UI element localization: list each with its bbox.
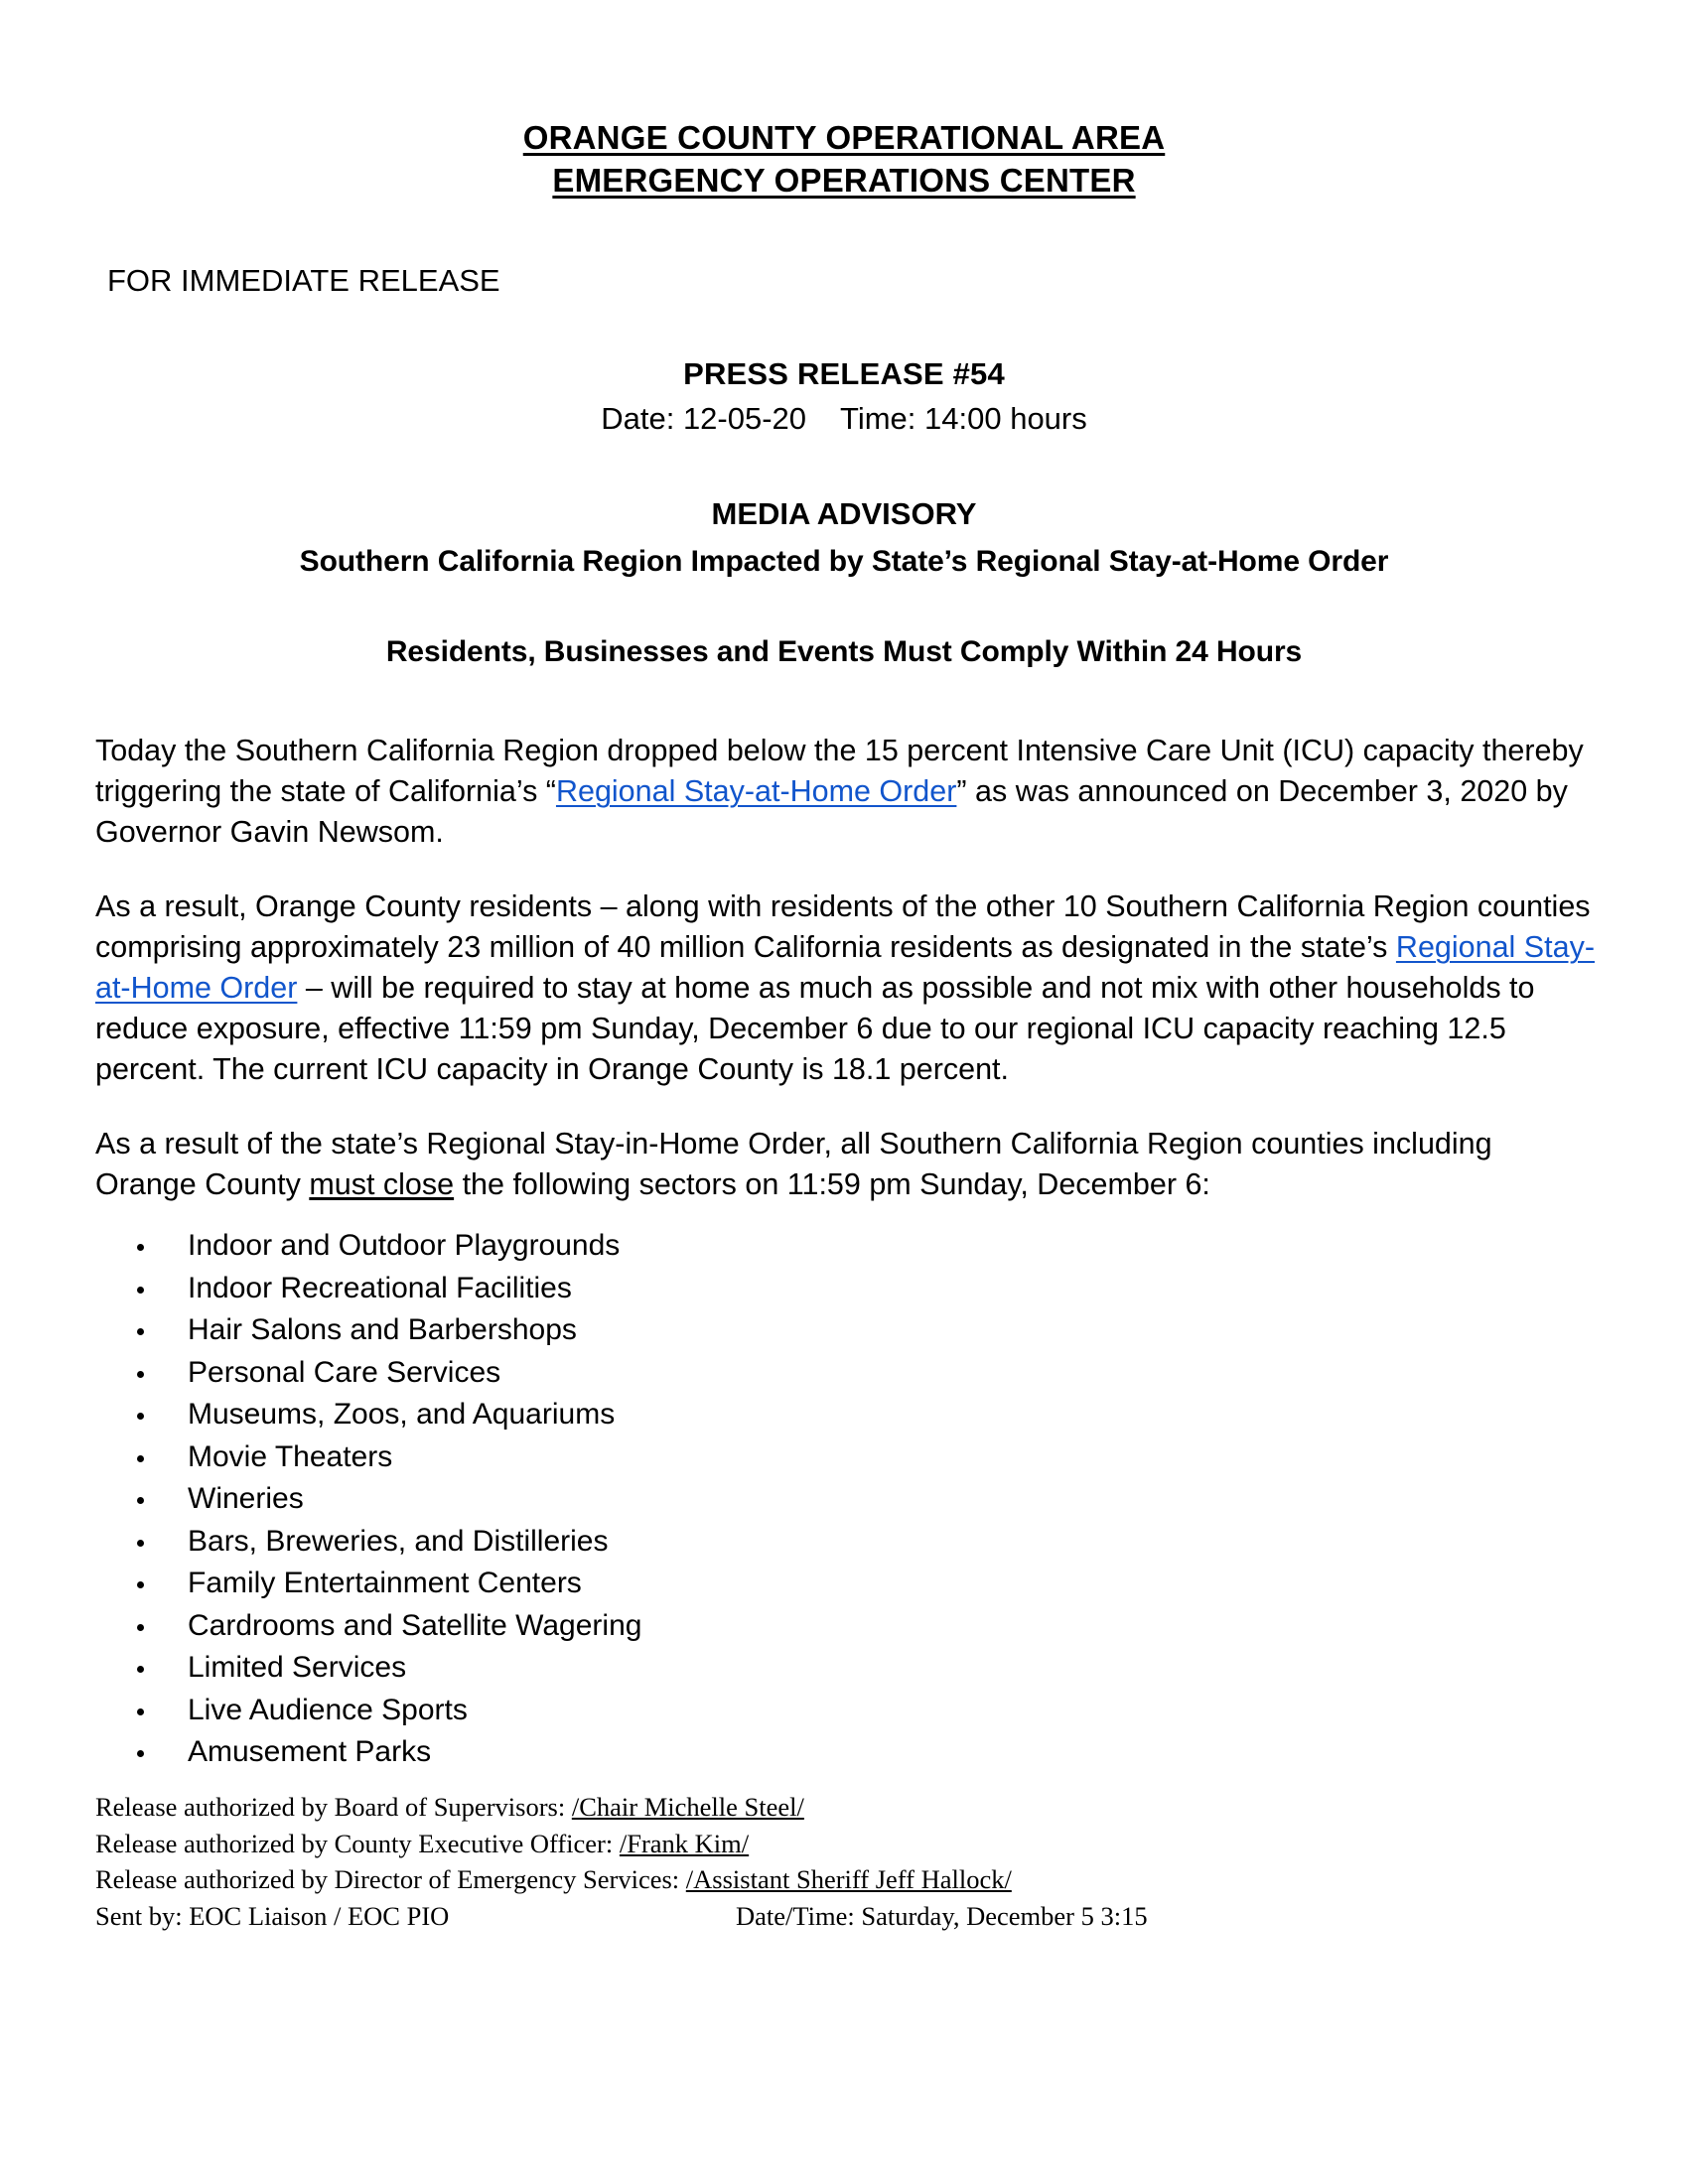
masthead	[0, 0, 1688, 203]
sent-by-row	[95, 1898, 1597, 1934]
sent-by-value: EOC Liaison / EOC PIO	[189, 1900, 450, 1931]
list-item	[131, 1355, 1688, 1389]
sector-label: Hair Salons and Barbershops	[188, 1313, 577, 1347]
sent-datetime-label: Date/Time:	[736, 1900, 862, 1931]
paragraph-3-segment-2: the following sectors on 11:59 pm Sunday, December 6:	[454, 1167, 1210, 1202]
authorization-label: Release authorized by County Executive Officer:	[95, 1828, 620, 1858]
list-item	[131, 1315, 1688, 1345]
sector-label: Movie Theaters	[188, 1439, 393, 1473]
authorization-row-director-emergency-services	[95, 1861, 1597, 1897]
authorization-row-board-of-supervisors	[95, 1789, 1597, 1825]
authorization-block	[95, 1789, 1597, 1934]
masthead-line-1-text: ORANGE COUNTY OPERATIONAL AREA	[522, 119, 1166, 156]
release-datetime	[0, 399, 1688, 439]
masthead-line-2	[0, 160, 1688, 203]
authorization-signature: /Frank Kim/	[619, 1828, 750, 1858]
sent-by-label: Sent by:	[95, 1900, 190, 1931]
list-item	[131, 1693, 1688, 1726]
paragraph-1-segment-2: ” as was announced on December 3, 2020 by Governor Gavin Newsom.	[95, 774, 1568, 850]
paragraph-3	[95, 1124, 1597, 1205]
sector-label: Bars, Breweries, and Distilleries	[188, 1524, 609, 1558]
sector-label: Limited Services	[188, 1651, 407, 1685]
authorization-label: Release authorized by Director of Emergency Services:	[95, 1864, 686, 1895]
sent-datetime-value: Saturday, December 5 3:15	[861, 1900, 1148, 1931]
sector-label: Indoor and Outdoor Playgrounds	[188, 1229, 621, 1263]
must-close-emphasis: must close	[309, 1167, 455, 1202]
paragraph-2-segment-1: As a result, Orange County residents – along with residents of the other 10 Southern California Region counties comprising approximately 23 million of 40 million California residents as designated in the state’s	[95, 889, 1591, 965]
list-item	[131, 1524, 1688, 1558]
sector-label: Indoor Recreational Facilities	[188, 1271, 572, 1304]
list-item	[131, 1484, 1688, 1514]
authorization-signature: /Assistant Sheriff Jeff Hallock/	[685, 1864, 1012, 1895]
list-item	[131, 1271, 1688, 1304]
sector-label: Family Entertainment Centers	[188, 1567, 582, 1600]
release-time: Time: 14:00 hours	[840, 401, 1087, 437]
list-item	[131, 1231, 1688, 1261]
list-item	[131, 1737, 1688, 1767]
closed-sectors-list	[131, 1231, 1688, 1767]
paragraph-1-segment-1: Today the Southern California Region dropped below the 15 percent Intensive Care Unit (ICU) capacity thereby triggering the state of California’s “	[95, 734, 1584, 809]
media-advisory-subheadline: Residents, Businesses and Events Must Comply Within 24 Hours	[385, 635, 1303, 669]
release-header	[0, 354, 1688, 439]
immediate-release-label: FOR IMMEDIATE RELEASE	[107, 262, 500, 298]
paragraph-3-segment-1: As a result of the state’s Regional Stay-in-Home Order, all Southern California Region counties including Orange County	[95, 1127, 1492, 1202]
authorization-label: Release authorized by Board of Supervisors:	[95, 1792, 572, 1823]
release-title: PRESS RELEASE #54	[683, 355, 1005, 391]
list-item	[131, 1653, 1688, 1683]
masthead-line-2-text: EMERGENCY OPERATIONS CENTER	[552, 161, 1136, 199]
sector-label: Wineries	[188, 1482, 304, 1516]
paragraph-2	[95, 887, 1597, 1090]
sent-datetime-group	[736, 1898, 1148, 1934]
authorization-signature: /Chair Michelle Steel/	[571, 1792, 804, 1823]
list-item	[131, 1439, 1688, 1473]
list-item	[131, 1608, 1688, 1642]
sector-label: Museums, Zoos, and Aquariums	[188, 1398, 616, 1432]
list-item	[131, 1400, 1688, 1430]
media-advisory-headline: Southern California Region Impacted by State’s Regional Stay-at-Home Order	[299, 545, 1389, 579]
sector-label: Cardrooms and Satellite Wagering	[188, 1608, 642, 1642]
regional-stay-at-home-order-link-1[interactable]: Regional Stay-at-Home Order	[555, 774, 957, 809]
authorization-row-county-executive-officer	[95, 1826, 1597, 1861]
sector-label: Personal Care Services	[188, 1355, 501, 1389]
paragraph-2-segment-2: – will be required to stay at home as much as possible and not mix with other households to reduce exposure, effective 11:59 pm Sunday, December 6 due to our regional ICU capacity reaching 12.5 percent. The current ICU capacity in Orange County is 18.1 percent.	[95, 971, 1535, 1087]
sector-label: Amusement Parks	[188, 1735, 432, 1769]
release-date: Date: 12-05-20	[601, 401, 807, 437]
paragraph-1	[95, 731, 1597, 853]
sector-label: Live Audience Sports	[188, 1693, 468, 1726]
masthead-line-1	[0, 117, 1688, 160]
sent-by-group	[95, 1898, 736, 1934]
regional-stay-at-home-order-link-2[interactable]: Regional Stay-at-Home Order	[95, 930, 1595, 1006]
list-item	[131, 1569, 1688, 1598]
media-advisory-label: MEDIA ADVISORY	[711, 495, 977, 531]
media-advisory-block	[0, 494, 1688, 671]
body-content	[95, 731, 1597, 1205]
